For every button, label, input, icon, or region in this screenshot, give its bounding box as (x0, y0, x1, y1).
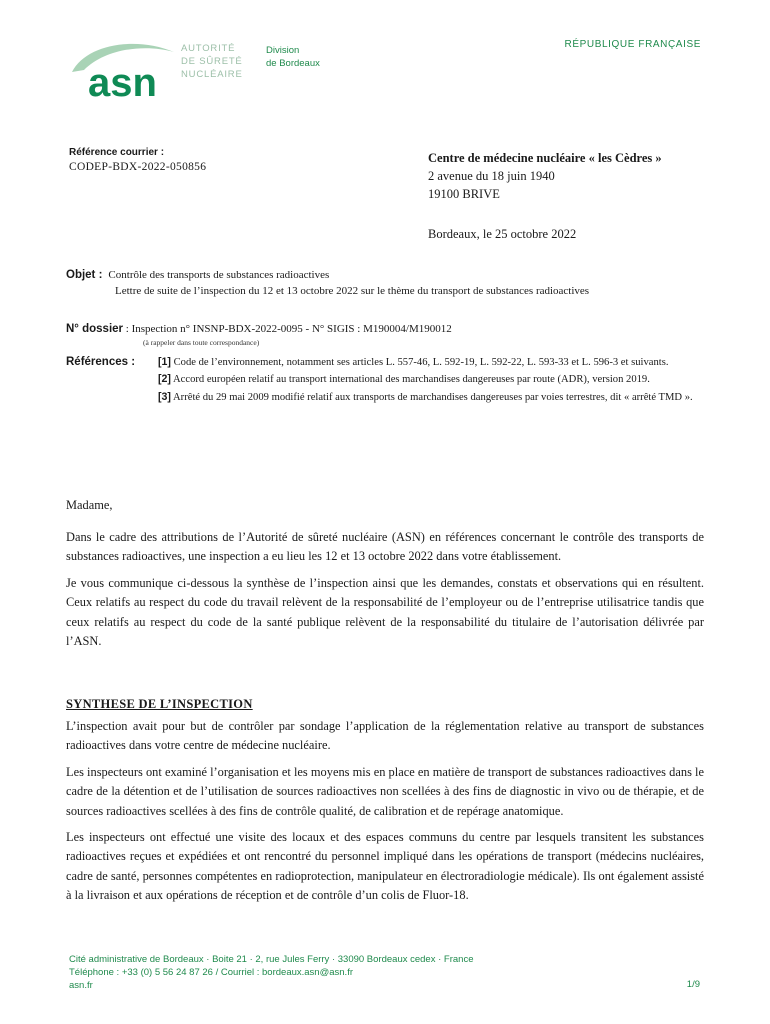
division-line: Division (266, 45, 300, 56)
reference-text: Code de l’environnement, notamment ses articles L. 557-46, L. 592-19, L. 592-22, L. 593-33 et L. 596-3 et suivants. (173, 357, 669, 368)
objet-line2: Lettre de suite de l’inspection du 12 et 13 octobre 2022 sur le thème du transport de substances radioactives (115, 285, 590, 297)
division-line: de Bordeaux (266, 58, 320, 69)
synthese-paragraph: Les inspecteurs ont examiné l’organisation et les moyens mis en place en matière de transport de substances radioactives dans le cadre de la détention et de l’utilisation de sources radioactives non scellées à des fins de diagnostic in vivo ou de thérapie, et de sources radioactives scellées à des fins de contrôle qualité, de calibration et de repérage anatomique. (66, 764, 704, 818)
synthese-paragraph: Les inspecteurs ont effectué une visite des locaux et des espaces communs du centre par lesquels transitent les substances radioactives reçues et expédiées et ont rencontré du personnel impliqué dans les opérations de transport (médecins nucléaires, cadre de santé, personnes compétentes en radioprotection, manipulateur en électroradiologie médicale). Ils ont également assisté à la livraison et aux opérations de réception et de contrôle d’un colis de Fluor-18. (66, 830, 704, 903)
division-name (266, 44, 320, 70)
reference-text: Accord européen relatif au transport international des marchandises dangereuses par route (ADR), version 2019. (173, 374, 650, 386)
objet-block (66, 267, 706, 299)
reference-item (158, 389, 706, 406)
reference-number: [1] (158, 356, 171, 368)
letter-date: Bordeaux, le 25 octobre 2022 (428, 227, 577, 241)
footer-address: Cité administrative de Bordeaux · Boite 21 · 2, rue Jules Ferry · 33090 Bordeaux cedex · France (69, 954, 474, 965)
intro-paragraph: Je vous communique ci-dessous la synthèse de l’inspection ainsi que les demandes, constats et observations qui en résultent. Ceux relatifs au respect du code du travail relèvent de la responsabilité de l’employeur ou de l’entreprise utilisatrice tandis que ceux relatifs au respect du code de la santé publique relèvent de la responsabilité du titulaire de l’autorisation délivrée par l’ASN. (66, 575, 704, 649)
reference-text: Arrêté du 29 mai 2009 modifié relatif aux transports de marchandises dangereuses par voies terrestres, dit « arrêté TMD ». (173, 391, 693, 403)
references-list (158, 354, 706, 406)
reference-number: [3] (158, 390, 171, 403)
dossier-label: N° dossier (66, 323, 124, 335)
logo-text: asn (88, 61, 157, 104)
reference-label: Référence courrier : (69, 147, 165, 158)
authority-line: DE SÛRETÉ (181, 56, 243, 67)
synthese-paragraph: L’inspection avait pour but de contrôler par sondage l’application de la réglementation relative au transport de substances radioactives dans votre centre de médecine nucléaire. (66, 719, 704, 753)
authority-line: AUTORITÉ (181, 43, 236, 54)
dossier-block (66, 321, 706, 337)
authority-name (181, 42, 243, 81)
authority-line: NUCLÉAIRE (181, 69, 243, 80)
page-number: 1/9 (686, 979, 700, 990)
intro-paragraph: Dans le cadre des attributions de l’Autorité de sûreté nucléaire (ASN) en références concernant le contrôle des transports de substances radioactives, une inspection a eu lieu les 12 et 13 octobre 2022 dans votre établissement. (66, 530, 704, 564)
synthese-section (66, 717, 704, 913)
intro-section (66, 528, 704, 658)
references-label: Références : (66, 356, 136, 368)
website-link[interactable]: asn.fr (69, 980, 93, 991)
references-block (66, 354, 706, 406)
objet-label: Objet : (66, 269, 103, 281)
dossier-note: (à rappeler dans toute correspondance) (143, 338, 260, 347)
synthese-heading: SYNTHESE DE L’INSPECTION (66, 697, 253, 711)
dossier-value: : Inspection n° INSNP-BDX-2022-0095 - N° SIGIS : M190004/M190012 (125, 323, 452, 335)
republique-francaise: RÉPUBLIQUE FRANÇAISE (564, 39, 701, 50)
objet-line1: Contrôle des transports de substances radioactives (108, 269, 330, 281)
reference-item (158, 371, 706, 388)
reference-item (158, 354, 706, 371)
salutation: Madame, (66, 498, 113, 512)
footer (69, 953, 473, 992)
reference-number: [2] (158, 373, 171, 386)
recipient-address (428, 149, 662, 203)
recipient-city: 19100 BRIVE (428, 187, 500, 201)
footer-contact: Téléphone : +33 (0) 5 56 24 87 26 / Courriel : bordeaux.asn@asn.fr (69, 967, 353, 978)
reference-code: CODEP-BDX-2022-050856 (69, 161, 207, 173)
recipient-name: Centre de médecine nucléaire « les Cèdres » (428, 151, 662, 165)
recipient-street: 2 avenue du 18 juin 1940 (428, 169, 555, 183)
